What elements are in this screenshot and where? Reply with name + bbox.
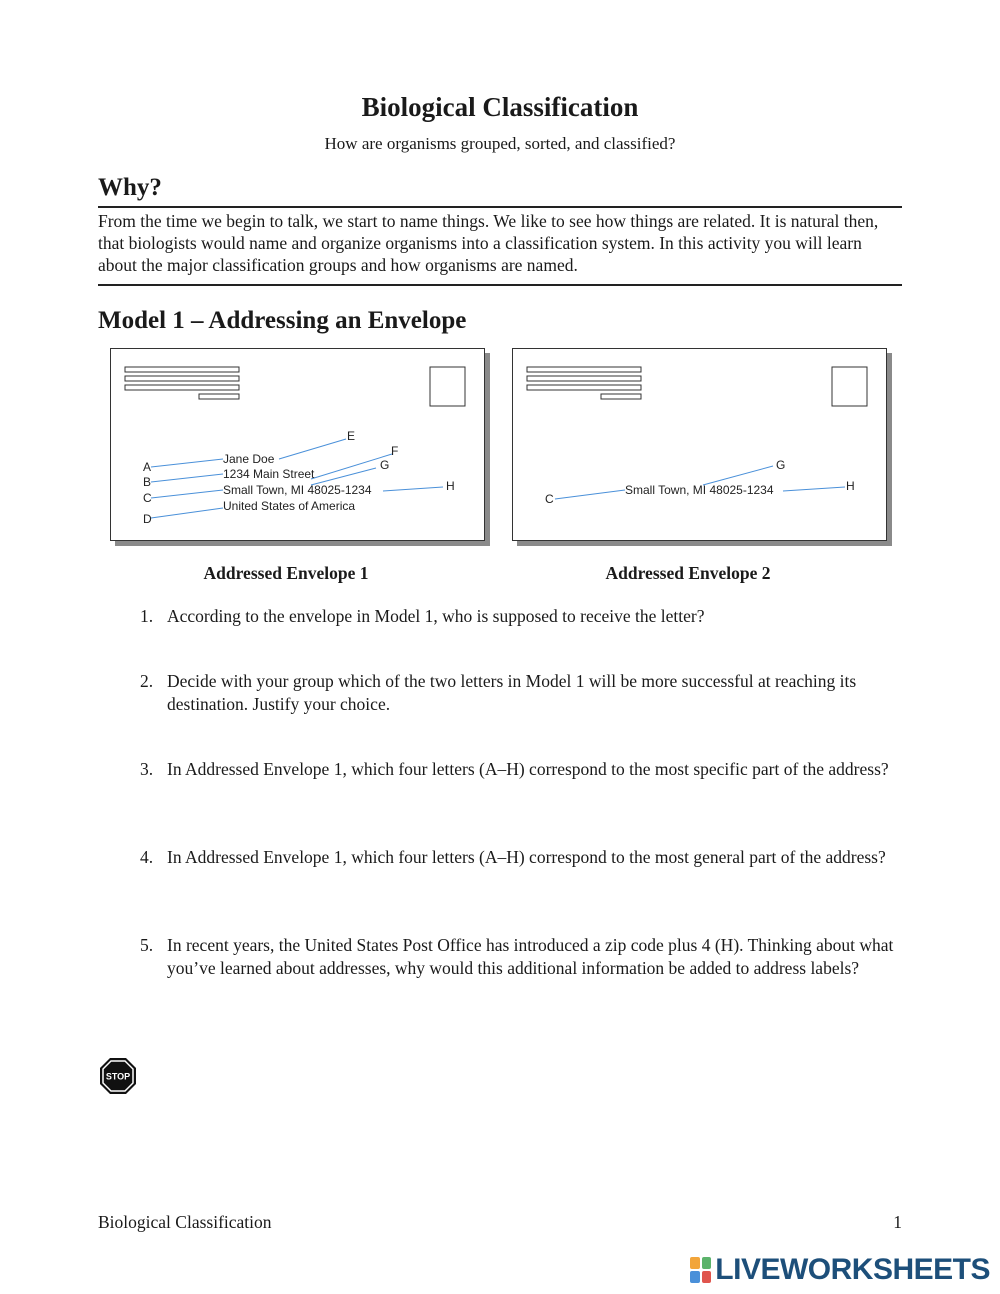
question-number: 2. <box>140 671 154 691</box>
envelope-2-caption: Addressed Envelope 2 <box>605 563 771 583</box>
question-text: According to the envelope in Model 1, who is supposed to receive the letter? <box>167 606 705 626</box>
question-4 <box>140 846 900 869</box>
question-text: Decide with your group which of the two letters in Model 1 will be more successful at reaching its destination. Justify your choice. <box>167 671 857 714</box>
leader-line-h <box>383 487 443 491</box>
model-heading: Model 1 – Addressing an Envelope <box>98 307 467 334</box>
question-text: In recent years, the United States Post Office has introduced a zip code plus 4 (H). Thinking about what you’ve learned about addresses, why would this additional information be added to address labels? <box>167 935 894 978</box>
question-5 <box>140 934 900 980</box>
leader-line-h <box>783 487 845 491</box>
label-e: E <box>347 429 356 443</box>
leader-line-a <box>151 459 223 467</box>
question-number: 4. <box>140 847 154 867</box>
label-g: G <box>380 458 390 472</box>
recipient-street: 1234 Main Street <box>223 467 315 481</box>
recipient-country: United States of America <box>223 499 356 513</box>
leader-line-d <box>151 508 223 518</box>
return-address-line <box>125 367 239 372</box>
return-address-line <box>527 376 641 381</box>
brand-text: LIVEWORKSHEETS <box>715 1253 990 1286</box>
leader-line-c <box>555 490 625 499</box>
question-number: 1. <box>140 606 154 626</box>
question-number: 5. <box>140 935 154 955</box>
return-address-line <box>199 394 239 399</box>
return-address-line <box>527 385 641 390</box>
label-f: F <box>391 444 399 458</box>
page-number: 1 <box>893 1212 902 1232</box>
envelope-1 <box>110 348 485 541</box>
stamp-box <box>430 367 465 406</box>
label-a: A <box>143 460 152 474</box>
stamp-box <box>832 367 867 406</box>
stop-sign-icon <box>99 1057 137 1095</box>
envelope-1-caption: Addressed Envelope 1 <box>203 563 369 583</box>
leader-line-e <box>279 439 346 459</box>
label-d: D <box>143 512 152 526</box>
page-title: Biological Classification <box>361 92 639 122</box>
page-subtitle: How are organisms grouped, sorted, and classified? <box>324 134 676 153</box>
label-c: C <box>545 492 554 506</box>
why-bottom-rule <box>98 284 902 286</box>
question-text: In Addressed Envelope 1, which four letters (A–H) correspond to the most specific part of the address? <box>167 759 889 779</box>
stop-sign-label: STOP <box>105 1071 131 1082</box>
recipient-name: Jane Doe <box>223 452 275 466</box>
label-c: C <box>143 491 152 505</box>
label-h: H <box>446 479 455 493</box>
recipient-city: Small Town, MI 48025-1234 <box>223 483 372 497</box>
liveworksheets-brand[interactable] <box>690 1253 990 1287</box>
envelope-2 <box>512 348 887 541</box>
return-address-line <box>125 376 239 381</box>
recipient-city: Small Town, MI 48025-1234 <box>625 483 774 497</box>
why-heading: Why? <box>98 174 162 201</box>
leader-line-b <box>151 474 223 482</box>
liveworksheets-logo-icon <box>690 1257 711 1283</box>
question-text: In Addressed Envelope 1, which four letters (A–H) correspond to the most general part of the address? <box>167 847 886 867</box>
question-3 <box>140 758 900 781</box>
label-g: G <box>776 458 786 472</box>
why-text: From the time we begin to talk, we start to name things. We like to see how things are related. It is natural then, that biologists would name and organize organisms into a classification system. In this activity you will learn about the major classification groups and how organisms are named. <box>98 211 879 275</box>
label-b: B <box>143 475 152 489</box>
envelope-1-drawing <box>111 349 484 540</box>
question-1 <box>140 605 900 628</box>
return-address-line <box>527 367 641 372</box>
return-address-line <box>125 385 239 390</box>
footer-title: Biological Classification <box>98 1212 272 1232</box>
question-2 <box>140 670 900 716</box>
label-h: H <box>846 479 855 493</box>
why-top-rule <box>98 206 902 208</box>
envelope-2-drawing <box>513 349 886 540</box>
return-address-line <box>601 394 641 399</box>
leader-line-c <box>151 490 223 498</box>
question-number: 3. <box>140 759 154 779</box>
